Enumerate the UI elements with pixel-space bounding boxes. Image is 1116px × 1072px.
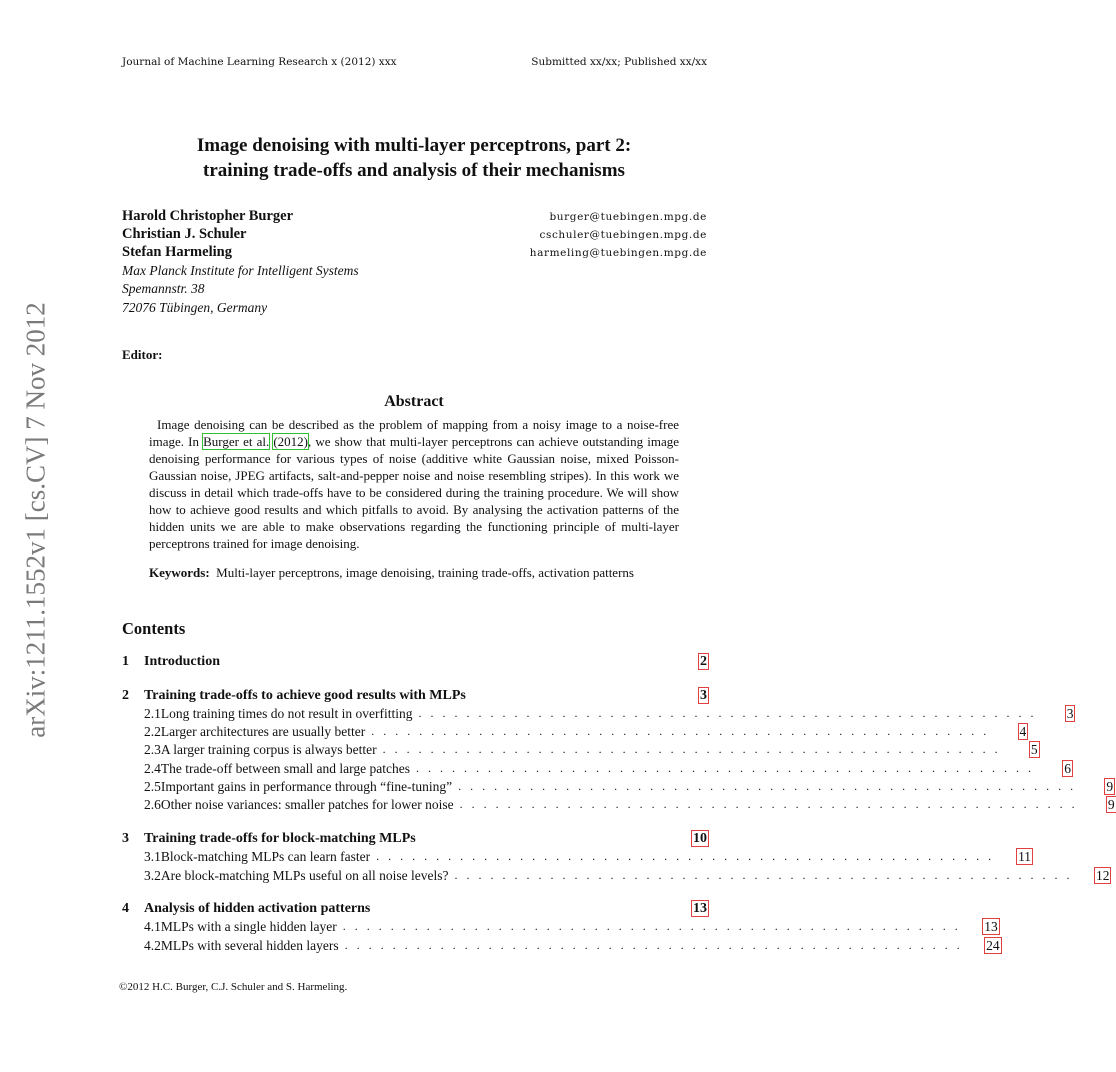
- toc-subsection-title: Long training times do not result in overfitting: [160, 706, 413, 721]
- toc-dot-leader: . . . . . . . . . . . . . . . . . . . . . . . . . . . . . . . . . . . . . . . . . . . . . . . . . . . .: [454, 868, 1073, 882]
- toc-page-link[interactable]: 9: [1106, 779, 1114, 794]
- citation-year-link[interactable]: (2012): [273, 434, 309, 449]
- copyright-footer: ©2012 H.C. Burger, C.J. Schuler and S. Harmeling.: [119, 981, 348, 993]
- toc-subsection-title: MLPs with several hidden layers: [160, 938, 339, 953]
- abstract-heading: Abstract: [384, 393, 444, 410]
- title-line-1: Image denoising with multi-layer perceptrons, part 2:: [196, 135, 632, 156]
- toc-dot-leader: . . . . . . . . . . . . . . . . . . . . . . . . . . . . . . . . . . . . . . . . . . . . . . . . . . . .: [458, 779, 1077, 793]
- toc-subsection-number: 2.2: [144, 724, 161, 739]
- toc-section-title: Introduction: [144, 654, 220, 669]
- author-name: Christian J. Schuler: [122, 226, 247, 242]
- toc-subsection-number: 2.5: [144, 779, 161, 794]
- toc-section-number: 4: [122, 901, 129, 916]
- affiliation-street: Spemannstr. 38: [122, 281, 205, 296]
- toc-subsection-title: Larger architectures are usually better: [160, 724, 366, 739]
- author-email: burger@tuebingen.mpg.de: [549, 211, 707, 223]
- toc-page-link[interactable]: 3: [1066, 706, 1074, 721]
- toc-page-link[interactable]: 4: [1019, 724, 1027, 739]
- toc-subsection-title: Block-matching MLPs can learn faster: [160, 849, 371, 864]
- toc-subsection-title: MLPs with a single hidden layer: [160, 919, 337, 934]
- toc-subsection[interactable]: [144, 779, 1114, 797]
- toc-subsection-number: 4.1: [144, 919, 161, 934]
- toc-page-link[interactable]: 9: [1107, 797, 1115, 812]
- toc-subsection-title: The trade-off between small and large patches: [160, 761, 411, 776]
- toc-section-title: Training trade-offs for block-matching MLPs: [144, 831, 416, 846]
- toc-subsection-number: 2.1: [144, 706, 161, 721]
- toc-dot-leader: . . . . . . . . . . . . . . . . . . . . . . . . . . . . . . . . . . . . . . . . . . . . . . . . . . . .: [344, 938, 963, 952]
- abstract-text-after: , we show that multi-layer perceptrons can achieve outstanding image denoising performance for various types of noise (additive white Gaussian noise, mixed Poisson-Gaussian noise, JPEG artifacts, salt-and-pepper noise and noise resembling stripes). In this work we discuss in detail which trade-offs have to be considered during the training procedure. We will show how to achieve good results and which pitfalls to avoid. By analysing the activation patterns of the hidden units we are able to make observations regarding the functioning principle of multi-layer perceptrons trained for image denoising.: [149, 434, 680, 551]
- toc-subsection-title: Are block-matching MLPs useful on all noise levels?: [160, 868, 449, 883]
- toc-page-link[interactable]: 3: [700, 688, 707, 703]
- arxiv-stamp-text: arXiv:1211.1552v1 [cs.CV] 7 Nov 2012: [20, 302, 51, 738]
- toc-page-link[interactable]: 6: [1064, 761, 1072, 776]
- toc-section[interactable]: [122, 688, 708, 706]
- author-name: Stefan Harmeling: [122, 244, 232, 260]
- toc-section-number: 3: [122, 831, 129, 846]
- toc-dot-leader: . . . . . . . . . . . . . . . . . . . . . . . . . . . . . . . . . . . . . . . . . . . . . . . . . . . .: [416, 761, 1035, 775]
- toc-page-link[interactable]: 24: [986, 938, 1000, 953]
- toc-subsection-title: Other noise variances: smaller patches for lower noise: [160, 797, 454, 812]
- toc-page-link[interactable]: 12: [1095, 868, 1110, 883]
- affiliation-city: 72076 Tübingen, Germany: [122, 300, 268, 315]
- toc-page-link[interactable]: 2: [700, 654, 707, 669]
- keywords-label: Keywords:: [149, 565, 210, 580]
- author-email: harmeling@tuebingen.mpg.de: [529, 247, 707, 259]
- paper-title: [90, 133, 738, 183]
- toc-section-number: 1: [122, 654, 129, 669]
- toc-section[interactable]: [122, 901, 708, 919]
- author-name: Harold Christopher Burger: [122, 208, 294, 224]
- toc-subsection[interactable]: [144, 797, 1115, 815]
- toc-page-link[interactable]: 13: [693, 901, 707, 916]
- toc-subsection-number: 3.1: [144, 849, 161, 864]
- title-line-2: training trade-offs and analysis of their mechanisms: [203, 160, 625, 181]
- abstract-text-before: Image denoising can be described as the problem of mapping from a noisy image to a noise-free image. In: [149, 417, 679, 449]
- contents-heading: Contents: [122, 619, 186, 638]
- toc-subsection[interactable]: [144, 868, 1110, 886]
- toc-dot-leader: . . . . . . . . . . . . . . . . . . . . . . . . . . . . . . . . . . . . . . . . . . . . . . . . . . . .: [371, 724, 990, 738]
- toc-subsection-number: 2.3: [144, 742, 161, 757]
- submission-info: Submitted xx/xx; Published xx/xx: [531, 56, 707, 68]
- keywords-text: Multi-layer perceptrons, image denoising, training trade-offs, activation patterns: [216, 565, 634, 580]
- citation-link[interactable]: Burger et al.: [203, 434, 270, 449]
- toc-subsection[interactable]: [144, 761, 1072, 779]
- toc-subsection-title: Important gains in performance through “fine-tuning”: [160, 779, 453, 794]
- toc-page-link[interactable]: 11: [1018, 849, 1032, 864]
- toc-subsection-number: 2.6: [144, 797, 161, 812]
- toc-page-link[interactable]: 13: [984, 919, 998, 934]
- toc-dot-leader: . . . . . . . . . . . . . . . . . . . . . . . . . . . . . . . . . . . . . . . . . . . . . . . . . . . .: [342, 919, 961, 933]
- toc-subsection[interactable]: [144, 724, 1027, 742]
- toc-section-number: 2: [122, 688, 129, 703]
- author-email: cschuler@tuebingen.mpg.de: [539, 229, 707, 241]
- toc-dot-leader: . . . . . . . . . . . . . . . . . . . . . . . . . . . . . . . . . . . . . . . . . . . . . . . . . . . .: [382, 742, 1001, 756]
- abstract-text: [149, 416, 679, 552]
- toc-page-link[interactable]: 5: [1030, 742, 1038, 757]
- toc-section[interactable]: [122, 831, 708, 849]
- toc-dot-leader: . . . . . . . . . . . . . . . . . . . . . . . . . . . . . . . . . . . . . . . . . . . . . . . . . . . .: [459, 797, 1078, 811]
- toc-subsection-number: 2.4: [144, 761, 161, 776]
- toc-subsection-number: 4.2: [144, 938, 161, 953]
- toc-dot-leader: . . . . . . . . . . . . . . . . . . . . . . . . . . . . . . . . . . . . . . . . . . . . . . . . . . . .: [418, 706, 1037, 720]
- toc-section[interactable]: [122, 654, 708, 672]
- toc-subsection[interactable]: [144, 742, 1038, 760]
- toc-section-title: Analysis of hidden activation patterns: [144, 901, 371, 916]
- toc-dot-leader: . . . . . . . . . . . . . . . . . . . . . . . . . . . . . . . . . . . . . . . . . . . . . . . . . . . .: [376, 849, 995, 863]
- keywords: [149, 564, 679, 581]
- journal-header: Journal of Machine Learning Research x (2012) xxx: [122, 56, 397, 68]
- affiliation-institute: Max Planck Institute for Intelligent Systems: [122, 263, 359, 278]
- toc-subsection[interactable]: [144, 706, 1074, 724]
- toc-section-title: Training trade-offs to achieve good results with MLPs: [144, 688, 466, 703]
- toc-subsection[interactable]: [144, 849, 1032, 867]
- toc-page-link[interactable]: 10: [693, 831, 707, 846]
- toc-subsection-title: A larger training corpus is always better: [160, 742, 377, 757]
- toc-subsection[interactable]: [144, 919, 998, 937]
- toc-subsection[interactable]: [144, 938, 1000, 956]
- toc-subsection-number: 3.2: [144, 868, 161, 883]
- editor-label: Editor:: [122, 347, 163, 362]
